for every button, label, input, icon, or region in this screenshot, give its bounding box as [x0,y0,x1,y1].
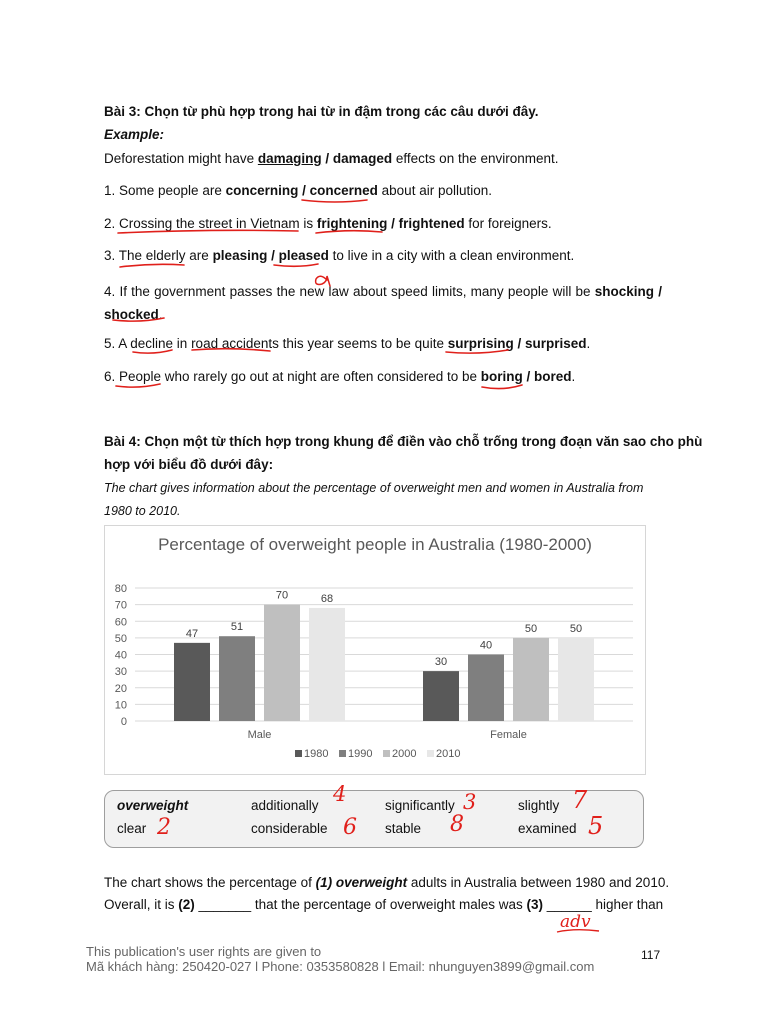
word-considerable: considerable [251,821,328,836]
data-label: 68 [320,592,334,605]
y-tick-label: 80 [114,583,127,595]
word-stable: stable [385,821,422,836]
exercise-item-4: 4. If the government passes the new law about speed limits, many people will be shocking / shocked. [104,284,662,322]
x-tick-label: Male [247,729,272,741]
bai4-heading-line2: hợp với biểu đồ dưới đây: [104,457,274,472]
handwritten-adv-underline [555,926,605,936]
bar-2000-female [513,638,549,721]
y-tick-label: 60 [114,616,127,629]
legend-swatch-1980 [295,750,302,757]
exercise-item-3: 3. The elderly are pleasing / pleased to live in a city with a clean environment. [104,248,575,263]
handwritten-note-3: 3 [463,790,477,814]
legend-label-2000: 2000 [392,748,417,760]
word-additionally: additionally [251,798,319,813]
bar-1980-female [423,671,459,721]
handwritten-note-5: 5 [588,812,604,840]
exercise-item-2: 2. Crossing the street in Vietnam is frightening / frightened for foreigners. [104,216,552,231]
bar-2010-male [309,608,345,721]
paragraph-line2: Overall, it is (2) _______ that the percentage of overweight males was (3) ______ higher than [104,897,664,912]
data-label: 40 [479,639,493,652]
x-tick-label: Female [490,729,527,741]
bar-2010-female [558,638,594,721]
legend-swatch-2000 [383,750,390,757]
page-number: 117 [641,948,661,962]
legend-label-2010: 2010 [436,748,461,760]
data-label: 70 [275,589,289,602]
bar-1990-female [468,655,504,722]
chart-title: Percentage of overweight people in Australia (1980-2000) [158,535,592,554]
data-label: 50 [524,622,538,635]
y-tick-label: 40 [114,649,127,662]
word-box [104,790,644,848]
bar-1990-male [219,636,255,721]
data-label: 50 [569,622,583,635]
chart-caption-line1: The chart gives information about the percentage of overweight men and women in Australia from [104,481,644,495]
exercise-item-5: 5. A decline in road accidents this year seems to be quite surprising / surprised. [104,336,591,351]
bai3-heading: Bài 3: Chọn từ phù hợp trong hai từ in đậm trong các câu dưới đây. [104,104,539,119]
example-sentence: Deforestation might have damaging / damaged effects on the environment. [104,151,559,166]
bai4-heading-line1: Bài 4: Chọn một từ thích hợp trong khung để điền vào chỗ trống trong đoạn văn sao cho phù [104,434,703,449]
y-tick-label: 30 [114,666,127,679]
word-significantly: significantly [385,798,455,813]
footer-rights: This publication's user rights are given to [86,944,322,959]
word-overweight: overweight [117,798,189,813]
y-tick-label: 0 [120,716,127,728]
example-label: Example: [104,127,165,142]
y-tick-label: 50 [114,632,127,645]
handwritten-note-2: 2 [157,815,171,840]
word-slightly: slightly [518,798,560,813]
y-tick-label: 10 [114,699,127,712]
legend-swatch-1990 [339,750,346,757]
data-label: 51 [230,621,244,634]
paragraph-line1: The chart shows the percentage of (1) overweight adults in Australia between 1980 and 2010. [104,875,670,890]
word-examined: examined [518,821,577,836]
handwritten-note-8: 8 [450,812,464,837]
data-label: 30 [434,656,448,669]
handwritten-note-7: 7 [572,786,588,814]
legend-label-1980: 1980 [304,748,329,760]
y-tick-label: 70 [114,599,127,612]
handwritten-note-4: 4 [333,782,347,806]
chart-plot [105,526,645,774]
bar-2000-male [264,605,300,721]
legend-label-1990: 1990 [348,748,373,760]
data-label: 47 [185,627,199,640]
bar-chart [104,525,646,775]
word-clear: clear [117,821,147,836]
chart-caption-line2: 1980 to 2010. [104,504,181,518]
y-tick-label: 20 [114,682,127,695]
footer-contact: Mã khách hàng: 250420-027 l Phone: 0353580828 l Email: nhunguyen3899@gmail.com [86,959,595,974]
exercise-item-1: 1. Some people are concerning / concerned about air pollution. [104,183,492,198]
legend-swatch-2010 [427,750,434,757]
bar-1980-male [174,643,210,721]
handwritten-note-6: 6 [343,815,357,840]
exercise-item-6: 6. People who rarely go out at night are often considered to be boring / bored. [104,369,576,384]
handwritten-note-adv: adv [560,912,591,932]
